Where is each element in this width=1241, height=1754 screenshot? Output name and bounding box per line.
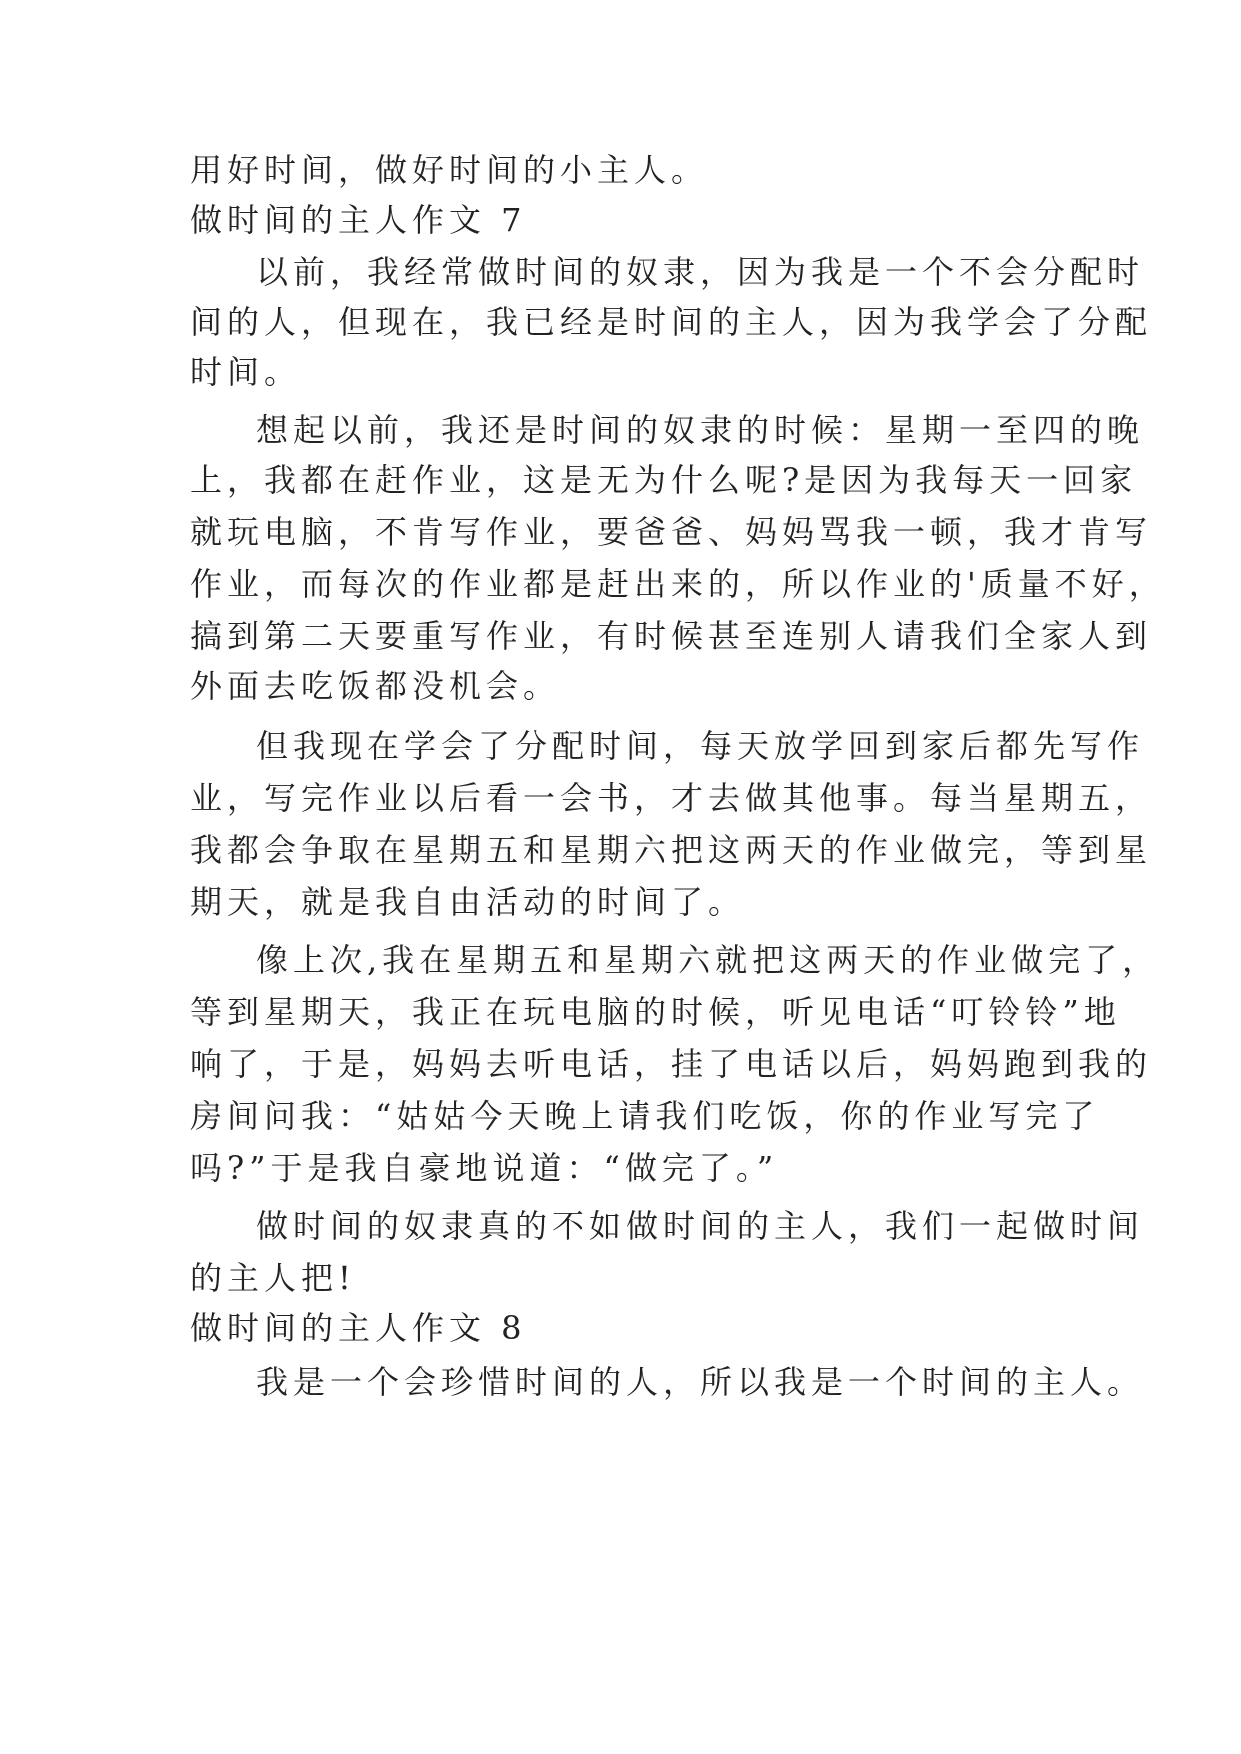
text-line: 的主人把! [190,1259,356,1297]
text-line: 业，写完作业以后看一会书，才去做其他事。每当星期五， [190,779,1153,817]
text-line: 用好时间，做好时间的小主人。 [190,151,709,189]
text-line: 房间问我：“姑姑今天晚上请我们吃饭，你的作业写完了 [190,1097,1100,1135]
text-line: 作业，而每次的作业都是赶出来的，所以作业的'质量不好， [190,565,1166,603]
text-line: 等到星期天，我正在玩电脑的时候，听见电话“叮铃铃”地 [190,993,1121,1031]
text-line: 我都会争取在星期五和星期六把这两天的作业做完，等到星 [190,831,1153,869]
text-line: 期天，就是我自由活动的时间了。 [190,883,746,921]
text-line: 搞到第二天要重写作业，有时候甚至连别人请我们全家人到 [190,617,1153,655]
text-line: 像上次,我在星期五和星期六就把这两天的作业做完了， [256,941,1160,979]
text-line: 上，我都在赶作业，这是无为什么呢?是因为我每天一回家 [190,461,1138,499]
text-line: 吗?”于是我自豪地说道：“做完了。” [190,1149,779,1187]
text-line: 但我现在学会了分配时间，每天放学回到家后都先写作 [256,727,1145,765]
text-line: 外面去吃饭都没机会。 [190,667,561,705]
text-line: 响了，于是，妈妈去听电话，挂了电话以后，妈妈跑到我的 [190,1045,1153,1083]
text-line: 时间。 [190,353,302,391]
section-heading: 做时间的主人作文 8 [190,1309,527,1347]
section-heading: 做时间的主人作文 7 [190,201,527,239]
text-line: 就玩电脑，不肯写作业，要爸爸、妈妈骂我一顿，我才肯写 [190,513,1153,551]
text-line: 间的人，但现在，我已经是时间的主人，因为我学会了分配 [190,303,1153,341]
text-line: 做时间的奴隶真的不如做时间的主人，我们一起做时间 [256,1207,1145,1245]
text-line: 想起以前，我还是时间的奴隶的时候：星期一至四的晚 [256,411,1145,449]
text-line: 以前，我经常做时间的奴隶，因为我是一个不会分配时 [256,253,1145,291]
text-line: 我是一个会珍惜时间的人，所以我是一个时间的主人。 [256,1363,1145,1401]
